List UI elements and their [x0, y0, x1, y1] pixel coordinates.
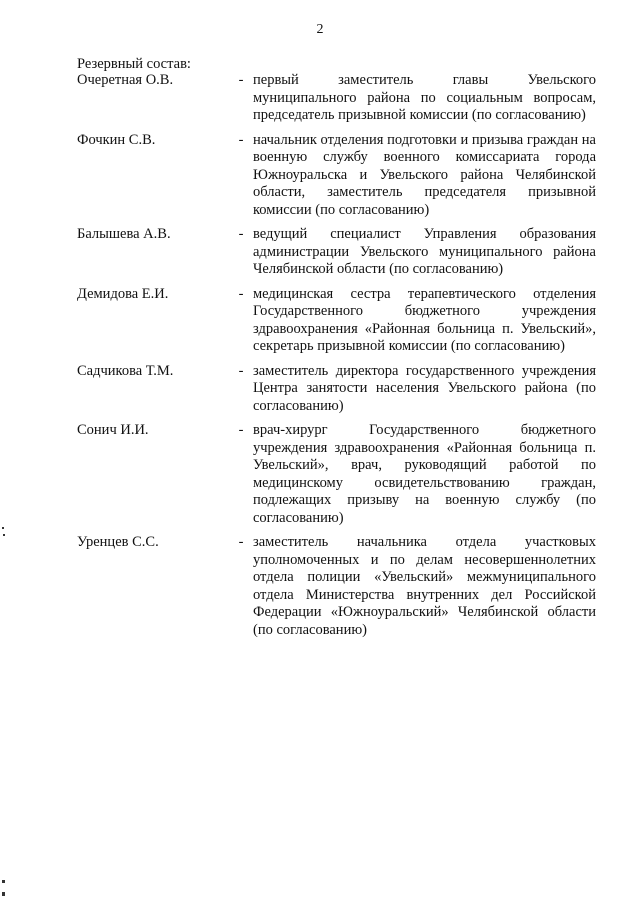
scan-mark	[3, 534, 5, 536]
member-dash: -	[238, 422, 244, 438]
section-title: Резервный состав:	[77, 56, 191, 72]
member-name: Уренцев С.С.	[77, 534, 159, 550]
member-name: Фочкин С.В.	[77, 131, 156, 148]
page-number: 2	[316, 22, 324, 37]
member-row	[77, 422, 607, 527]
scan-mark	[2, 527, 4, 529]
member-name: Очеретная О.В.	[77, 72, 174, 88]
member-row	[77, 72, 607, 125]
member-description: врач-хирург Государственного бюджетного учреждения здравоохранения «Районная больница п. Увельский», врач, руководящий работой по медицинскому освидетельствованию граждан, подлежащих призыву на военную службу (по согласованию)	[253, 422, 596, 526]
member-description: заместитель директора государственного учреждения Центра занятости населения Увельского района (по согласованию)	[253, 362, 596, 414]
member-dash: -	[238, 362, 244, 379]
member-name: Балышева А.В.	[77, 226, 171, 242]
member-row	[77, 363, 607, 416]
members-list	[77, 72, 607, 646]
member-dash: -	[238, 285, 244, 302]
member-row	[77, 226, 607, 279]
member-description: первый заместитель главы Увельского муниципального района по социальным вопросам, председатель призывной комиссии (по согласованию)	[253, 72, 596, 123]
member-dash: -	[238, 72, 244, 88]
member-description: начальник отделения подготовки и призыва граждан на военную службу военного комиссариата города Южноуральска и Увельского района Челябинской области, заместитель председателя призывной комиссии (по согласованию)	[253, 131, 596, 218]
member-description: ведущий специалист Управления образования администрации Увельского муниципального района Челябинской области (по согласованию)	[253, 226, 596, 277]
scan-mark	[2, 880, 5, 883]
member-name: Садчикова Т.М.	[77, 362, 174, 379]
member-name: Сонич И.И.	[77, 422, 149, 438]
member-row	[77, 534, 607, 639]
member-dash: -	[238, 131, 244, 148]
member-description: медицинская сестра терапевтического отделения Государственного бюджетного учреждения здравоохранения «Районная больница п. Увельский», секретарь призывной комиссии (по согласованию)	[253, 285, 596, 354]
member-row	[77, 286, 607, 356]
member-row	[77, 132, 607, 220]
member-dash: -	[238, 226, 244, 242]
member-description: заместитель начальника отдела участковых уполномоченных и по делам несовершеннолетних отдела полиции «Увельский» межмуниципального отдела Министерства внутренних дел Российской Федерации «Южноуральский» Челябинской области (по согласованию)	[253, 534, 596, 638]
member-dash: -	[238, 534, 244, 550]
member-name: Демидова Е.И.	[77, 285, 169, 302]
scan-mark	[2, 892, 5, 896]
